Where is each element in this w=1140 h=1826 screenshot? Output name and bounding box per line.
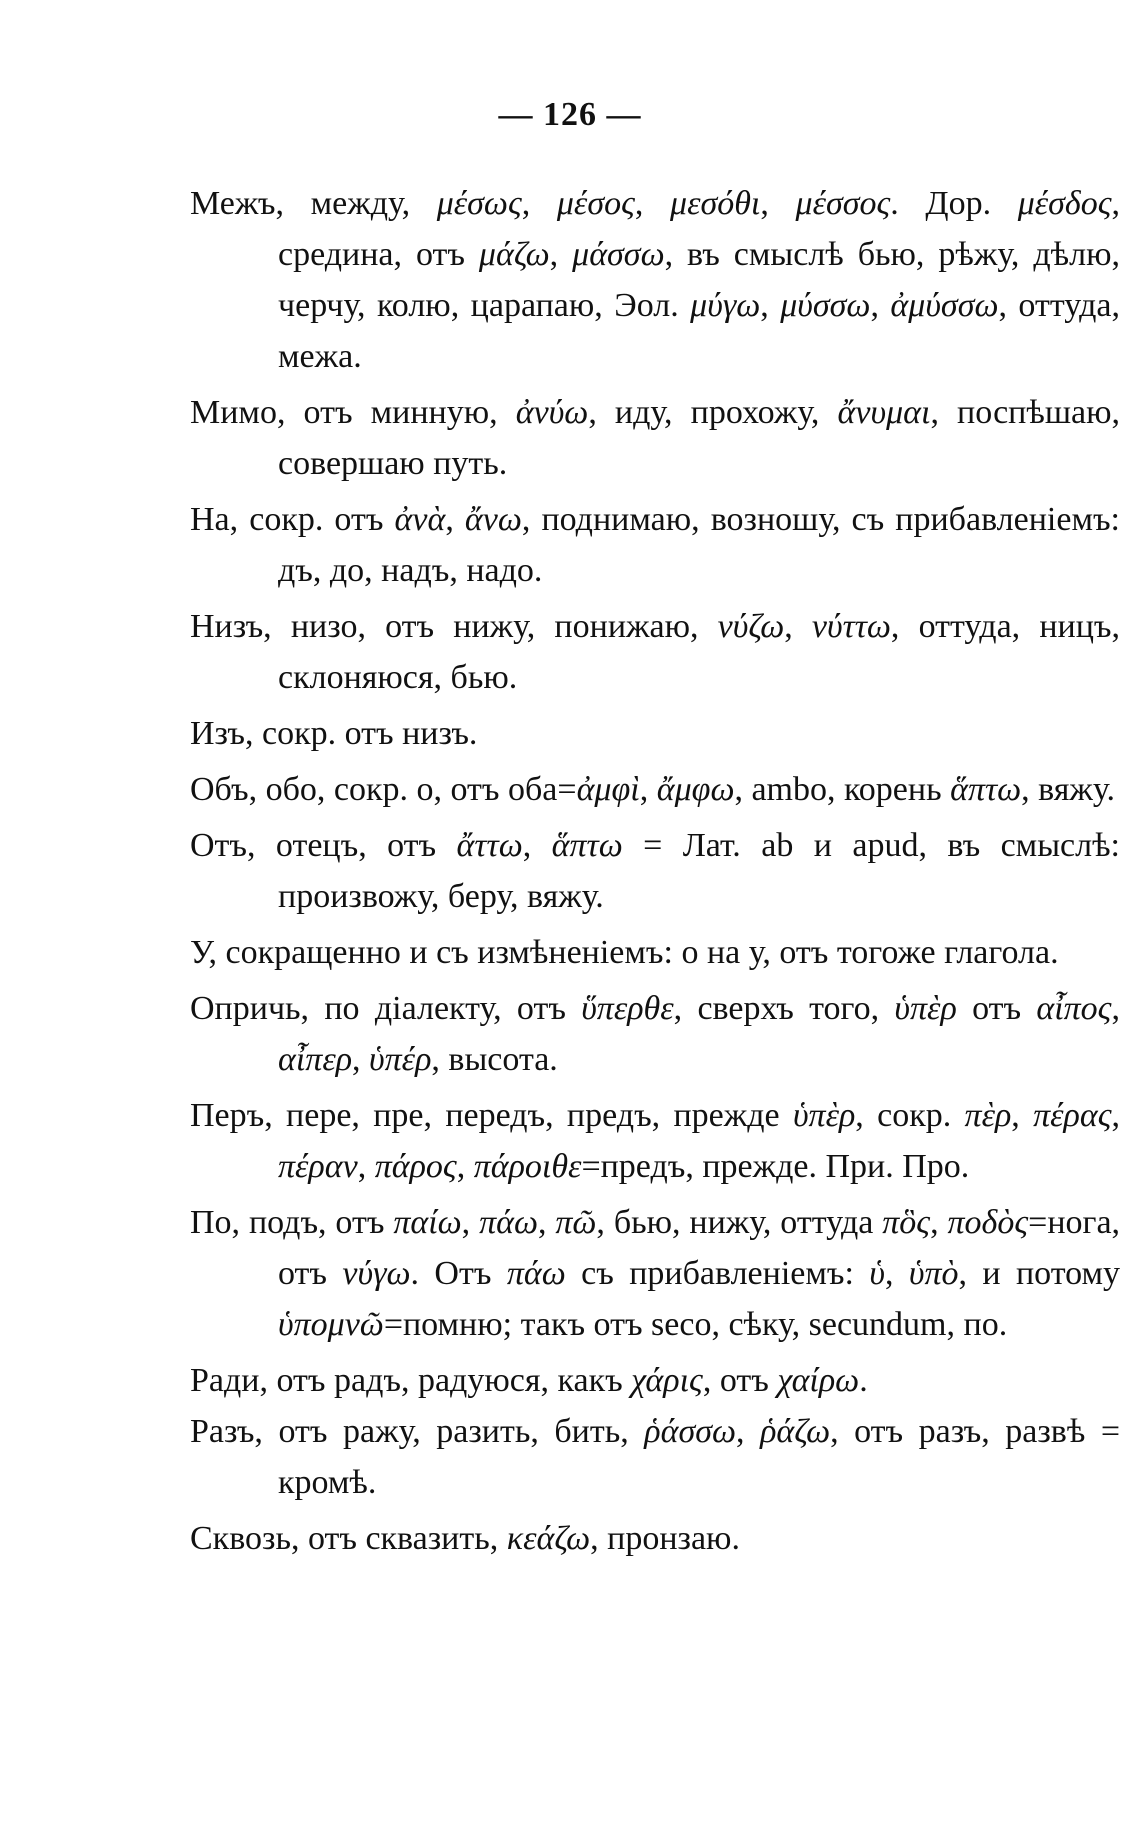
- greek-word: μύσσω: [780, 287, 871, 324]
- entry-po: По, подъ, отъ παίω, πάω, πῶ, бью, нижу, оттуда πὃς, ποδὸς=нога, отъ νύγω. Отъ πάω съ прибавленіемъ: ὑ, ὑπὸ, и потому ὑπομνῶ=помню; такъ отъ seco, сѣку, secundum, по.: [190, 1204, 1121, 1343]
- greek-word: μάζω: [478, 236, 550, 273]
- entry-ob: Объ, обо, сокр. о, отъ оба=ἀμφὶ, ἄμφω, ambo, корень ἅπτω, вяжу.: [190, 771, 1115, 808]
- entry-iz: Изъ, сокр. отъ низъ.: [190, 715, 478, 752]
- entry-mezh: Межъ, между, μέσως, μέσος, μεσόθι, μέσσος. Дор. μέσδος, средина, отъ μάζω, μάσσω, въ смыслѣ бью, рѣжу, дѣлю, черчу, колю, царапаю, Эол. μύγω, μύσσω, ἀμύσσω, оттуда, межа.: [190, 185, 1121, 375]
- greek-word: μέσως: [436, 185, 522, 222]
- greek-word: αἶπος: [1036, 990, 1112, 1027]
- greek-word: ὑπὸ: [908, 1255, 959, 1292]
- greek-word: ὕπερθε: [581, 990, 674, 1027]
- greek-word: ὑπέρ: [369, 1041, 432, 1078]
- greek-word: ποδὸς: [947, 1204, 1029, 1241]
- entry-radi: Ради, отъ радъ, радуюся, какъ χάρις, отъ χαίρω.: [190, 1362, 868, 1399]
- greek-word: ὑπὲρ: [894, 990, 957, 1027]
- greek-word: χαίρω: [777, 1362, 860, 1399]
- greek-word: μύγω: [690, 287, 761, 324]
- entry-skvoz: Сквозь, отъ сквазить, κεάζω, пронзаю.: [190, 1520, 740, 1557]
- greek-word: μεσόθι: [670, 185, 761, 222]
- greek-word: ὑπομνῶ: [278, 1306, 384, 1343]
- entry-mimo: Мимо, отъ минную, ἀνύω, иду, прохожу, ἄνυμαι, поспѣшаю, совершаю путь.: [190, 394, 1121, 482]
- greek-word: κεάζω: [506, 1520, 591, 1557]
- greek-word: ἅπτω: [551, 827, 623, 864]
- entry-niz: Низъ, низо, отъ нижу, понижаю, νύζω, νύττω, оттуда, ницъ, склоняюся, бью.: [190, 608, 1120, 696]
- greek-word: ἀνὰ: [394, 501, 446, 538]
- greek-word: ἄττω: [456, 827, 523, 864]
- greek-word: νύττω: [811, 608, 891, 645]
- greek-word: πὲρ: [964, 1097, 1012, 1134]
- entry-u: У, сокращенно и съ измѣненіемъ: о на у, отъ тогоже глагола.: [190, 934, 1059, 971]
- greek-word: πάροιθε: [473, 1148, 582, 1185]
- greek-word: ῥάζω: [760, 1413, 831, 1450]
- page-number: — 126 —: [498, 96, 642, 133]
- greek-word: πὃς: [882, 1204, 931, 1241]
- greek-word: παίω: [393, 1204, 462, 1241]
- dictionary-entries: [190, 178, 1120, 1569]
- greek-word: μάσσω: [572, 236, 665, 273]
- greek-word: ἀμφὶ: [576, 771, 640, 808]
- greek-word: ἄνυμαι: [837, 394, 931, 431]
- greek-word: ἄμφω: [656, 771, 735, 808]
- greek-word: μέσος: [556, 185, 635, 222]
- greek-word: νύγω: [342, 1255, 411, 1292]
- greek-word: ἀμύσσω: [890, 287, 999, 324]
- greek-word: μέσσος: [795, 185, 891, 222]
- greek-word: ῥάσσω: [644, 1413, 737, 1450]
- greek-word: ἄνω: [464, 501, 522, 538]
- greek-word: ἀνύω: [515, 394, 589, 431]
- greek-word: αἶπερ: [278, 1041, 353, 1078]
- greek-word: χάρις: [631, 1362, 703, 1399]
- entry-ot: Отъ, отецъ, отъ ἄττω, ἅπτω = Лат. ab и apud, въ смыслѣ: произвожу, беру, вяжу.: [190, 827, 1120, 915]
- entry-na: На, сокр. отъ ἀνὰ, ἄνω, поднимаю, возношу, съ прибавленіемъ: дъ, до, надъ, надо.: [190, 501, 1121, 589]
- greek-word: ὑ: [869, 1255, 885, 1292]
- greek-word: ἅπτω: [950, 771, 1022, 808]
- greek-word: πάω: [479, 1204, 538, 1241]
- entry-per: Перъ, пере, пре, передъ, предъ, прежде ὑπὲρ, сокр. πὲρ, πέρας, πέραν, πάρος, πάροιθε=предъ, прежде. При. Про.: [190, 1097, 1120, 1185]
- entry-raz: Разъ, отъ ражу, разить, бить, ῥάσσω, ῥάζω, отъ разъ, развѣ = кромѣ.: [190, 1413, 1121, 1501]
- greek-word: πέραν: [278, 1148, 358, 1185]
- entry-oprich: Опричь, по діалекту, отъ ὕπερθε, сверхъ того, ὑπὲρ отъ αἶπος, αἶπερ, ὑπέρ, высота.: [190, 990, 1120, 1078]
- greek-word: πέρας: [1033, 1097, 1112, 1134]
- greek-word: πάω: [506, 1255, 566, 1292]
- greek-word: ὑπὲρ: [792, 1097, 856, 1134]
- greek-word: μέσδος: [1017, 185, 1112, 222]
- greek-word: πάρος: [374, 1148, 457, 1185]
- greek-word: νύζω: [717, 608, 785, 645]
- greek-word: πῶ: [555, 1204, 597, 1241]
